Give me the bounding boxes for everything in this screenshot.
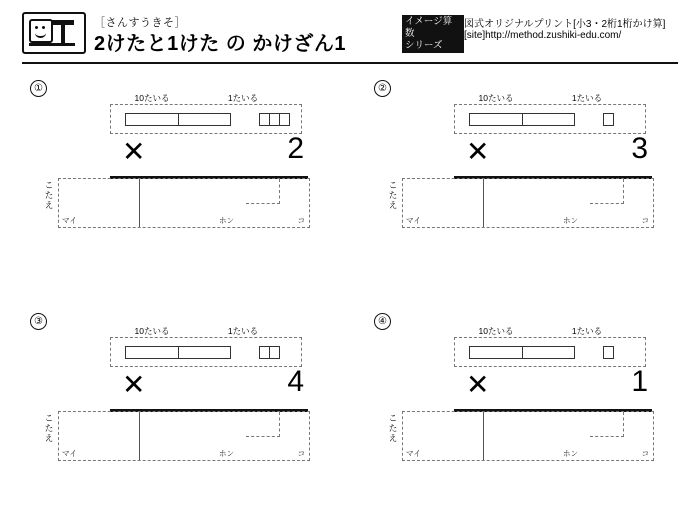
problem-number: ③ bbox=[30, 313, 47, 330]
problem-number: ② bbox=[374, 80, 391, 97]
page-header bbox=[22, 10, 678, 58]
multiplier-value: 3 bbox=[631, 132, 648, 165]
ones-tiles bbox=[603, 113, 613, 124]
problem-3 bbox=[22, 313, 332, 483]
ones-tiles bbox=[259, 346, 279, 357]
multiply-sign: ✕ bbox=[122, 369, 146, 400]
problem-number: ① bbox=[30, 80, 47, 97]
tens-label: 10たいる bbox=[478, 93, 514, 103]
tens-tile bbox=[469, 346, 575, 359]
problem-4 bbox=[366, 313, 676, 483]
page-subtitle: ［さんすうきそ］ bbox=[94, 17, 186, 29]
ones-label: 1たいる bbox=[571, 326, 603, 336]
answer-box[interactable] bbox=[402, 411, 654, 461]
unit-mai: マイ bbox=[62, 216, 77, 225]
unit-ko: コ bbox=[297, 216, 305, 225]
tens-label: 10たいる bbox=[478, 326, 514, 336]
tens-tile bbox=[125, 113, 231, 126]
multiply-sign: ✕ bbox=[466, 369, 490, 400]
ones-label: 1たいる bbox=[227, 93, 259, 103]
page-title: 2けたと1けた の かけざん1 bbox=[94, 33, 346, 55]
unit-hon: ホン bbox=[563, 449, 578, 458]
answer-box[interactable] bbox=[58, 411, 310, 461]
problem-number: ④ bbox=[374, 313, 391, 330]
multiplier-value: 2 bbox=[287, 132, 304, 165]
multiply-sign: ✕ bbox=[122, 136, 146, 167]
unit-hon: ホン bbox=[219, 449, 234, 458]
unit-mai: マイ bbox=[62, 449, 77, 458]
unit-ko: コ bbox=[641, 449, 649, 458]
unit-mai: マイ bbox=[406, 449, 421, 458]
brand-block bbox=[402, 14, 678, 51]
tens-label: 10たいる bbox=[134, 326, 170, 336]
tile-container bbox=[110, 104, 302, 134]
multiply-sign: ✕ bbox=[466, 136, 490, 167]
unit-hon: ホン bbox=[219, 216, 234, 225]
answer-label: こたえ bbox=[44, 413, 54, 443]
tens-tile bbox=[469, 113, 575, 126]
unit-ko: コ bbox=[641, 216, 649, 225]
multiplier-value: 4 bbox=[287, 365, 304, 398]
answer-box[interactable] bbox=[402, 178, 654, 228]
ones-label: 1たいる bbox=[571, 93, 603, 103]
tile-container bbox=[110, 337, 302, 367]
tile-container bbox=[454, 337, 646, 367]
problem-1 bbox=[22, 80, 332, 250]
answer-label: こたえ bbox=[388, 180, 398, 210]
unit-mai: マイ bbox=[406, 216, 421, 225]
header-divider bbox=[22, 62, 678, 64]
unit-hon: ホン bbox=[563, 216, 578, 225]
problem-2 bbox=[366, 80, 676, 250]
brand-tag bbox=[402, 15, 464, 53]
brand-tag-line1: イメージ算数 bbox=[405, 16, 453, 39]
tens-tile bbox=[125, 346, 231, 359]
ones-tiles bbox=[259, 113, 289, 124]
tens-label: 10たいる bbox=[134, 93, 170, 103]
answer-box[interactable] bbox=[58, 178, 310, 228]
brand-description: 図式オリジナルプリント[小3・2桁1桁かけ算] bbox=[464, 19, 666, 30]
unit-ko: コ bbox=[297, 449, 305, 458]
ones-label: 1たいる bbox=[227, 326, 259, 336]
tile-container bbox=[454, 104, 646, 134]
ones-tiles bbox=[603, 346, 613, 357]
answer-label: こたえ bbox=[44, 180, 54, 210]
multiplier-value: 1 bbox=[631, 365, 648, 398]
brand-site-url: [site]http://method.zushiki-edu.com/ bbox=[464, 30, 622, 41]
zushiki-logo-icon bbox=[22, 12, 86, 54]
brand-tag-line2: シリーズ bbox=[405, 40, 443, 51]
answer-label: こたえ bbox=[388, 413, 398, 443]
